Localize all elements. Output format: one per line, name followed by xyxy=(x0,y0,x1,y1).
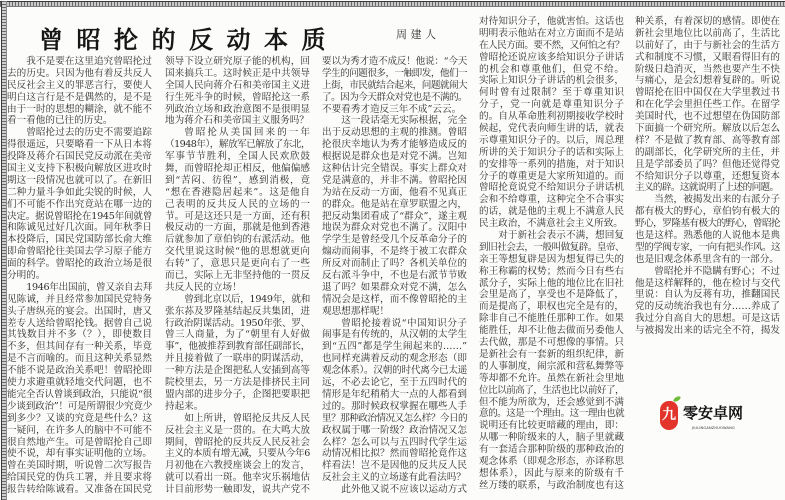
watermark-site-name: 零安卓网 xyxy=(683,404,744,422)
text-line: 一疑问，在许多人的脑中不可能不 xyxy=(7,424,152,436)
text-line: 他是这样解释的，他在检讨与交代 xyxy=(635,277,780,289)
text-line: 学生的问题很多，一触即发，他们一 xyxy=(322,67,467,79)
text-line: 曾昭抡还说应该多给知识分子讲话 xyxy=(479,51,624,63)
text-line: 地为蒋介石和美帝国主义服务吗？ xyxy=(165,115,309,127)
text-line: 行政治阴谋活动。1950年张、罗、 xyxy=(165,317,310,329)
text-line: 到“五四”都是学生闹起来的……” xyxy=(322,341,467,353)
text-line: 事”，他被推荐到教育部任副部长， xyxy=(165,341,310,353)
text-line: 曾昭抡从美国回来的一年 xyxy=(184,127,310,139)
text-line: 面的科学。曾昭抡的政治立场是很 xyxy=(7,258,152,270)
text-line: 会和不给尊重，这种完全不合事实 xyxy=(479,194,624,206)
text-line: 行生死斗争的时候，曾昭抡这一系 xyxy=(165,91,310,103)
text-line: 得很遥远，只要略看一下从日本将 xyxy=(7,139,152,151)
text-line: 了。因为今天群众对党也是不满的。 xyxy=(322,91,467,103)
text-line: 观念体系）。汉朝的时代离今已太遥 xyxy=(322,365,467,377)
text-line: 为站在反动一方面，他看不见真正 xyxy=(322,186,467,198)
text-line: 很自然地产生。可是曾昭抡自己即 xyxy=(7,436,152,448)
text-line: 分子的尊重更是大家所知道的。而 xyxy=(479,170,624,182)
text-line: 型的学阀专家，一向有把头作风。这 xyxy=(635,241,780,253)
text-line: 曾昭抡过去的历史不需要追踪 xyxy=(26,127,152,139)
text-line: 以前好了，由于与新社会的生活方 xyxy=(635,39,780,51)
text-line: 期间，曾昭抡的反共反人民反社会 xyxy=(165,436,310,448)
text-line: 见陈诚，并且经常参加国民党特务 xyxy=(7,293,152,305)
text-line: 而是提高了，职权也完全是有的， xyxy=(479,301,624,313)
text-line: 投降及蒋介石国民党反动派在美帝 xyxy=(7,151,152,163)
text-line: 明明表示他站在对立方面而不是站 xyxy=(479,27,624,39)
text-line: 过的。那时候政权掌握在哪些人手 xyxy=(322,400,467,412)
text-line: 位比以前高了，生活也比以前好了， xyxy=(479,384,624,396)
text-line: 就可以看出一斑。他幸灾乐祸地估 xyxy=(165,472,310,484)
text-line: 在人民方面。要不然，又何怕之有？ xyxy=(479,39,624,51)
text-line: 1946年出国前，曾又亲自去拜 xyxy=(26,281,152,293)
text-line: 并且接着做了一联串的阴谋活动， xyxy=(165,353,310,365)
text-line: 的人事制度，闹宗派和营私舞弊等 xyxy=(479,360,624,372)
text-line: 上街，市民就结合起来，问题就闹大 xyxy=(322,79,467,91)
text-line: 我过分自高自大的思想。可是这话 xyxy=(635,313,780,325)
text-line: 决定。据说曾昭抡在1945年间就曾 xyxy=(7,210,152,222)
text-line: 的话，就是他的主观上不满意人民 xyxy=(479,206,624,218)
text-line: 能胜任，却不让他去做而另委他人 xyxy=(479,325,624,337)
text-line: 由于一时的思想的糊涂，就不能不 xyxy=(7,103,152,115)
text-line: 后就参加了章伯钧的右派活动。他 xyxy=(165,234,310,246)
text-line: 曾昭抡并不隐瞒有野心；不过 xyxy=(654,265,780,277)
text-line: 交代里说这时候“他的思想就更向 xyxy=(165,246,310,258)
text-line: 对于新社会表示不满，想回复 xyxy=(498,230,624,242)
text-line: 到“苦闷、彷徨”，感到消极，竟 xyxy=(165,174,310,186)
text-line: 分明的。 xyxy=(7,270,46,282)
leaf-icon xyxy=(673,395,682,402)
text-line: 美国时代，也不过想望在伪国防部 xyxy=(635,111,780,123)
text-line: 军事节节胜利，全国人民欢欣鼓 xyxy=(165,151,310,163)
text-line: 阶级日趋消灭，当然也要产生不快 xyxy=(635,63,780,75)
text-line: 月初他在六教授座谈会上的发言， xyxy=(165,460,310,472)
text-line: 的安排等一系列的措施，对于知识 xyxy=(479,158,624,170)
text-line: 去的历史。只因为他有着反共反人 xyxy=(7,67,152,79)
text-line: 样？不是做了教育部、高等教育部 xyxy=(635,134,780,146)
text-line: 是不言而喻的。而且这种关系显然 xyxy=(7,353,152,365)
text-line: 新社会里地位比以前高了，生活比 xyxy=(635,27,780,39)
text-line: 曾到北京以后，1949年，就和 xyxy=(184,293,310,305)
text-line: 己表明的反共反人民的立场的一 xyxy=(165,198,310,210)
text-line: 实际上知识分子讲话的机会很多， xyxy=(479,75,624,87)
text-line: 出于反动思想的主观的推测。曾昭 xyxy=(322,127,467,139)
text-line: 里说：自认为反蒋有功，推翻国民 xyxy=(635,289,780,301)
text-line: 都有极大的野心，章伯钧有极大的 xyxy=(635,206,780,218)
text-line: 样看法！岂不是因他的反共反人民 xyxy=(322,460,467,472)
text-line: 给国民党的伪兵工署，并且要求将 xyxy=(7,472,152,484)
text-line: 也是这样。熟悉他的人说他本是典 xyxy=(635,230,780,242)
text-line: 除非自己不能胜任那种工作。如果 xyxy=(479,313,624,325)
text-line: 不要看秀才造反三年不成”云云。 xyxy=(322,103,462,115)
text-line: 曾在美国时期，听说曾二次写报告 xyxy=(7,460,152,472)
text-line: 且是学部委员了吗？但他还觉得党 xyxy=(635,158,780,170)
text-line: 到旧社会去，一般叫做复辟。皇帝、 xyxy=(479,241,624,253)
text-line: 能完全否认曾谈到政治，只能说“很 xyxy=(7,388,152,400)
text-line: 曾昭抡在旧中国仅在大学里教过书 xyxy=(635,87,780,99)
text-line: 抡很庆幸地认为秀才能够造成反的 xyxy=(322,139,467,151)
text-line: 当然，被揭发出来的右派分子 xyxy=(654,194,780,206)
text-line: 远，不必去论它，至于五四时代的 xyxy=(322,377,467,389)
text-line: 的。自从革命胜利初期接收学校时 xyxy=(479,111,624,123)
watermark-badge-glyph: 九 xyxy=(662,407,676,423)
text-line: 示尊重知识分子的。以后，周总理 xyxy=(479,134,624,146)
text-line: 节。可是这还只是一方面，还有积 xyxy=(165,210,310,222)
text-line: 和陈诚见过好几次面。同年秋季日 xyxy=(7,222,152,234)
article-column-5 xyxy=(635,16,780,337)
text-line: 报告转给陈诚看。又准备在国民党 xyxy=(7,484,152,496)
text-line: 丝万缕的联系，与政治制度也有这 xyxy=(479,479,624,491)
text-line: 种关系，有着深切的感情。即使在 xyxy=(635,16,780,27)
top-border-rule xyxy=(0,1,785,7)
watermark-logo-icon xyxy=(660,401,678,430)
text-line: 下面搞一个研究所。解放以后怎么 xyxy=(635,123,780,135)
text-line: “想在香港隐居起来”。这是他自 xyxy=(165,186,310,198)
text-line: 观思想那样呢！ xyxy=(322,305,390,317)
text-line: 野心，罗隆基有极大的野心，曾昭抡 xyxy=(635,218,780,230)
text-line: 但不能为所欲为，还会感觉到不满 xyxy=(479,396,624,408)
text-line: 把反动集团看成了“群众”，遂主观 xyxy=(322,210,467,222)
text-line: 的群众。他是站在章罗联盟之内， xyxy=(322,198,467,210)
text-line: 地误为群众对党也不满了。汉阳中 xyxy=(322,222,467,234)
text-line: 主义的本质有增无减，只要从今年6 xyxy=(165,448,310,460)
text-line: 不能不说是政治关系吧！曾昭抡即 xyxy=(7,365,152,377)
text-line: （1948年），解放军已解放了东北， xyxy=(165,139,310,151)
article-column-3 xyxy=(322,56,467,496)
text-line: 张东荪及罗隆基结起反共集团，进 xyxy=(165,305,310,317)
text-line: 从哪一种阶级来的人，脑子里就藏 xyxy=(479,432,624,444)
text-line: 计目前形势一触即发，说共产党不 xyxy=(165,484,310,496)
text-line: 何时曾有过限制？至于尊重知识 xyxy=(479,87,624,99)
text-line: 里？那种政治情况又怎么样？今日的 xyxy=(322,412,467,424)
text-line: 其钱数目并不多（？），即使数目 xyxy=(7,329,152,341)
text-line: 盟内部的进步分子，企图把要职把 xyxy=(165,388,310,400)
text-line: 反社会主义是一贯的。在大鸣大放 xyxy=(165,424,310,436)
text-line: 不多，但其间存有一种关系，毕竟 xyxy=(7,341,152,353)
text-line: 退了吗？如果群众对党不满，怎么 xyxy=(322,281,467,293)
text-line: 学学生是曾经受几个反革命分子的 xyxy=(322,234,467,246)
article-column-4 xyxy=(479,16,624,492)
text-line: 有一套适合那种阶级的那种政治的 xyxy=(479,444,624,456)
text-line: 反社会主义的立场遂有此看法吗？ xyxy=(322,472,466,484)
text-line: 民反社会主义的罪恶言行，要使人 xyxy=(7,79,152,91)
text-line: 去代做，那是不可想像的事情。只 xyxy=(479,337,624,349)
text-line: 会里是高了，享受也不是降低了， xyxy=(479,289,624,301)
text-line: 这种估计完全错误。事实上群众对 xyxy=(322,163,467,175)
text-line: 明白这言行是不是偶然的，是不是 xyxy=(7,91,152,103)
text-line: 闹事是有传统的，从汉朝的太学生 xyxy=(322,329,467,341)
text-line: 所反对而制止了吗？各机关单位的 xyxy=(322,258,467,270)
article-column-1 xyxy=(7,56,152,496)
text-line: 共反人民的立场！ xyxy=(165,281,242,293)
article-author: 周建人 xyxy=(396,28,440,41)
text-line: 主义的辟。这就说明了上述的问题。 xyxy=(635,182,779,194)
text-line: 如上所讲，曾昭抡反共反人民 xyxy=(184,412,310,424)
text-line: 民主政治，不满意社会主义所致。 xyxy=(479,218,623,230)
text-line: 情形是年纪稍稍大一点的人都看到 xyxy=(322,388,467,400)
text-line: 而已，实际上无非坚持他的一贯反 xyxy=(165,270,310,282)
text-line: 列政治立场和政治意图不是很明显 xyxy=(165,103,310,115)
text-line: 国来搞兵工。这时候正是中共领导 xyxy=(165,67,310,79)
text-line: 期这一段情况也就可以了。在新旧 xyxy=(7,174,152,186)
text-line: 动情况相比拟？然而曾昭抡竟作这 xyxy=(322,448,467,460)
text-line: 煽动而闹事，不是终于被工农群众 xyxy=(322,246,467,258)
text-line: 使不说，却有事实证明他的立场。 xyxy=(7,448,152,460)
text-line: 这一段话毫无实际根据，完全 xyxy=(341,115,467,127)
text-line: 本投降后，国民党国防部长俞大维 xyxy=(7,234,152,246)
article-title: 曾昭抡的反动本质 xyxy=(39,26,339,54)
text-line: 差专人送给曾昭抡钱。据曾自己说 xyxy=(7,317,152,329)
text-line: 一种方法是企图把私人安插到高等 xyxy=(165,365,310,377)
text-line: 与被揭发出来的话完全不符，揭发 xyxy=(635,325,780,337)
text-line: 和在化学会里担任些工作。在留学 xyxy=(635,99,780,111)
text-line: 不给知识分子以尊重，还想复资本 xyxy=(635,170,780,182)
text-line: 想体系），因此与原来的阶级有千 xyxy=(479,467,624,479)
text-line: 头子唐纵亮的宴会。出国时，唐又 xyxy=(7,305,152,317)
text-line: 候起，党代表向师生讲的话，就表 xyxy=(479,123,624,135)
text-line: 二种力量斗争如此尖锐的时候，人 xyxy=(7,186,152,198)
text-line: 我不是要在这里追究曾昭抡过 xyxy=(26,56,152,67)
text-line: 派分子，实际上他的地位比在旧社 xyxy=(479,277,624,289)
text-line: 右转”了，意思只是更向右了一些 xyxy=(165,258,310,270)
text-line: 全国人民向蒋介石和美帝国主义进 xyxy=(165,79,310,91)
text-line: 也同样充满着反动的观念形态（即 xyxy=(322,353,467,365)
text-line: 反右派斗争中，不也是右派节节败 xyxy=(322,270,467,282)
text-line: 持起来。 xyxy=(165,400,204,412)
text-line: 党是满意的，并非不满。曾昭抡因 xyxy=(322,174,467,186)
text-line: 此外他又说不应该以运动方式 xyxy=(341,484,467,496)
text-line: 们不可能不作出究竟站在哪一边的 xyxy=(7,198,152,210)
article-column-2 xyxy=(165,56,310,496)
text-line: 所讲的关于知识分子的话和实际上 xyxy=(479,146,624,158)
text-line: 国主义支持下积极向解放区进攻时 xyxy=(7,163,152,175)
text-line: 看一看他的已往的历史。 xyxy=(7,115,113,127)
text-line: 院校里去，另一方法是排挤民主同 xyxy=(165,377,310,389)
site-watermark xyxy=(658,396,750,436)
text-line: 与痛心，是会幻想着复辟的。听说 xyxy=(635,75,780,87)
text-line: 要以为秀才造不成反！他说：“今天 xyxy=(322,56,467,67)
text-line: 意的。这是一个理由。这一理由也就 xyxy=(479,408,624,420)
text-line: 党的反动统治我也有分……养成了 xyxy=(635,301,780,313)
text-line: 亲王等想复辟是因为想复得已失的 xyxy=(479,253,624,265)
text-line: 是新社会有一套新的组织纪律，新 xyxy=(479,348,624,360)
watermark-site-pinyin: JIULINGANZHUOWANG xyxy=(692,426,735,430)
text-line: 少谈到政治”！可是所谓很少究竟少 xyxy=(7,400,152,412)
text-line: 到多少？又谈的究竟是些什么？这 xyxy=(7,412,152,424)
text-line: 极反动的一方面，那就是他到香港 xyxy=(165,222,310,234)
text-line: 称王称霸的权势；然而今日有些右 xyxy=(479,265,624,277)
text-line: 说明还有比较更暗藏的理由，即： xyxy=(479,420,624,432)
text-line: 曾昭抡竟说党不给知识分子讲话机 xyxy=(479,182,624,194)
text-line: 对待知识分子，他就害怕。这话也 xyxy=(479,16,624,27)
text-line: 么样？怎么可以与五四时代学生运 xyxy=(322,436,467,448)
text-line: 的副部长，化学研究所的主任，并 xyxy=(635,146,780,158)
text-line: 的机会和尊重他们，但党不给。 xyxy=(479,63,624,75)
text-line: 也是旧观念体系里含有的一部分。 xyxy=(635,253,779,265)
text-line: 分子，党一向就是尊重知识分子 xyxy=(479,99,624,111)
text-line: 舞，而曾昭抡却正相反，他偏偏感 xyxy=(165,163,310,175)
text-line: 曾三人商量，为了“朝里有人好做 xyxy=(165,329,310,341)
text-line: 使力求避重就轻地交代问题，也不 xyxy=(7,377,152,389)
text-line: 式和制度不习惯，又眼看得旧有的 xyxy=(635,51,780,63)
text-line: 等却都不允许。虽然在新社会里地 xyxy=(479,372,624,384)
text-line: 曾昭抡接着说“中国知识分子 xyxy=(341,317,467,329)
text-line: 观念体系（即观念形态，亦译称思 xyxy=(479,455,624,467)
text-line: 政权属于哪一阶级？政治情况又怎 xyxy=(322,424,467,436)
text-line: 即命曾昭抡往美国去学习原子能方 xyxy=(7,246,152,258)
text-line: 情况会是这样，而不像曾昭抡的主 xyxy=(322,293,467,305)
text-line: 根据说是群众也是对党不满。岂知 xyxy=(322,151,467,163)
text-line: 领导下设立研究原子能的机构，回 xyxy=(165,56,310,67)
